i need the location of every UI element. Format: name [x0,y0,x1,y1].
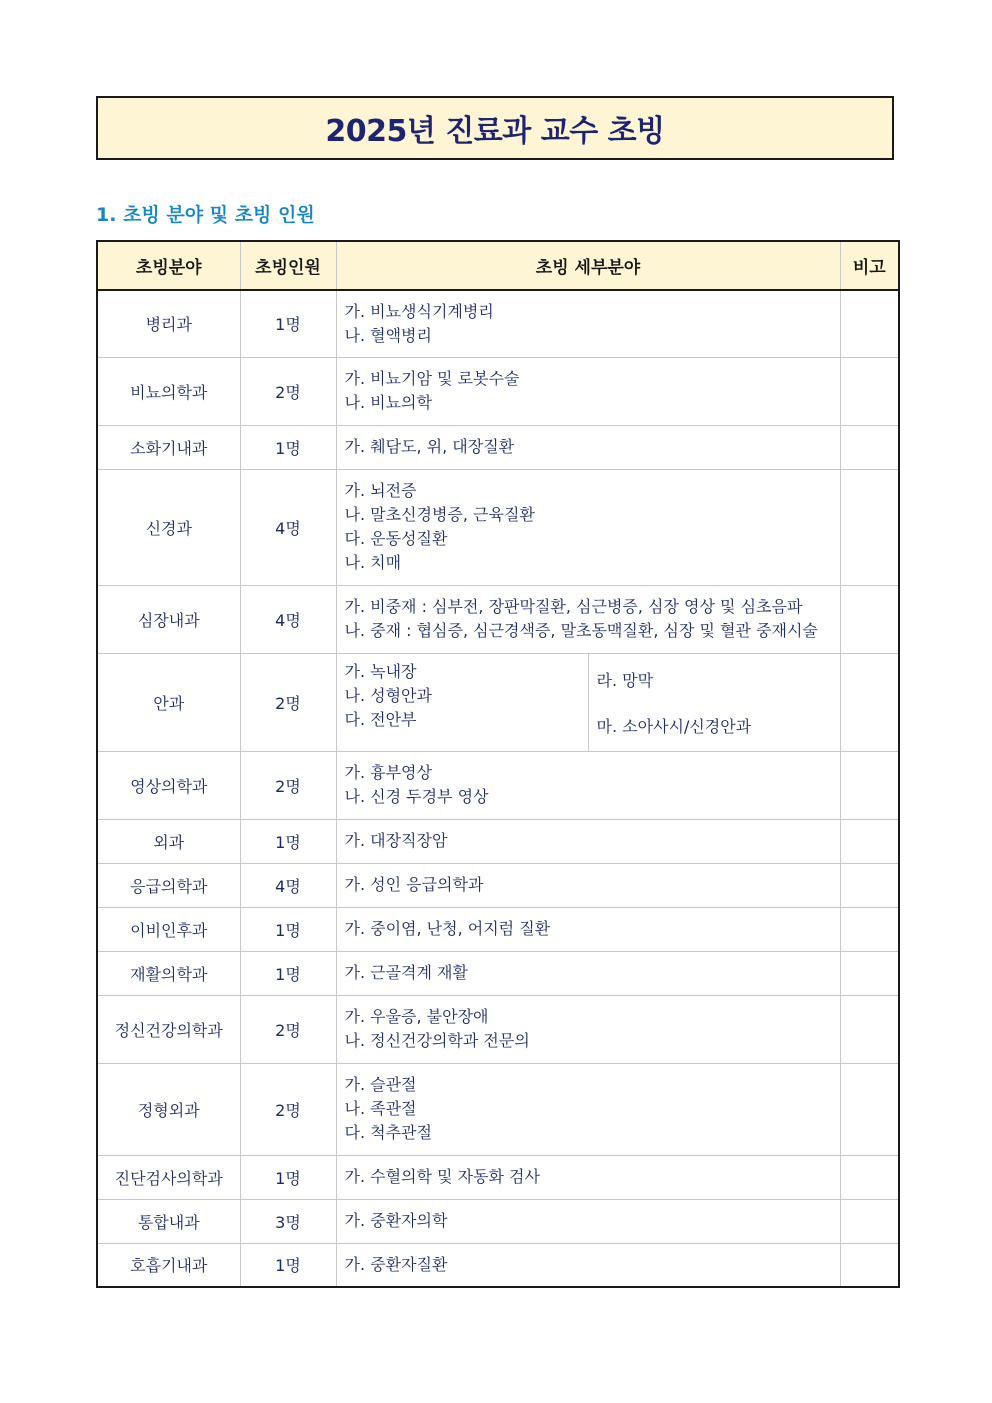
count-cell: 1명 [240,425,336,469]
header-details: 초빙 세부분야 [336,241,840,290]
table-row [97,653,899,751]
detail-line: 나. 비뇨의학 [344,393,432,412]
note-cell [840,1199,899,1243]
title-box [96,96,894,160]
table-row [97,995,899,1063]
detail-line: 가. 뇌전증 [344,481,417,500]
detail-line: 나. 성형안과 [344,685,432,705]
note-cell [840,1243,899,1287]
details-cell [336,469,840,585]
detail-line: 나. 중재 : 협심증, 심근경색증, 말초동맥질환, 심장 및 혈관 중재시술 [344,621,818,640]
detail-line: 가. 중이염, 난청, 어지럼 질환 [344,919,551,938]
note-cell [840,1063,899,1155]
details-cell [336,751,840,819]
table-row [97,951,899,995]
detail-line: 나. 치매 [344,553,402,572]
detail-line: 다. 전안부 [344,709,417,729]
table-row [97,1155,899,1199]
detail-line: 다. 운동성질환 [344,529,448,548]
note-cell [840,357,899,425]
field-cell: 정형외과 [97,1063,240,1155]
field-cell: 호흡기내과 [97,1243,240,1287]
field-cell: 재활의학과 [97,951,240,995]
table-row [97,1243,899,1287]
note-cell [840,951,899,995]
detail-line: 가. 비중재 : 심부전, 장판막질환, 심근병증, 심장 영상 및 심초음파 [344,597,803,616]
detail-line: 가. 슬관절 [344,1075,417,1094]
table-row [97,819,899,863]
detail-line: 가. 비뇨생식기계병리 [344,301,494,321]
note-cell [840,425,899,469]
note-cell [840,469,899,585]
field-cell: 통합내과 [97,1199,240,1243]
count-cell: 1명 [240,1155,336,1199]
count-cell: 1명 [240,819,336,863]
table-row [97,357,899,425]
details-cell [336,1243,840,1287]
table-row [97,290,899,357]
header-field: 초빙분야 [97,241,240,290]
details-cell [336,1199,840,1243]
detail-line: 가. 수혈의학 및 자동화 검사 [344,1167,540,1186]
details-cell [336,290,840,357]
table-row [97,907,899,951]
details-cell [336,585,840,653]
count-cell: 1명 [240,1243,336,1287]
table-row [97,863,899,907]
note-cell [840,1155,899,1199]
field-cell: 영상의학과 [97,751,240,819]
note-cell [840,907,899,951]
field-cell: 이비인후과 [97,907,240,951]
count-cell: 4명 [240,469,336,585]
count-cell: 4명 [240,585,336,653]
detail-line: 가. 근골격계 재활 [344,963,468,982]
detail-line: 나. 말초신경병증, 근육질환 [344,505,535,524]
field-cell: 심장내과 [97,585,240,653]
details-cell [336,357,840,425]
note-cell [840,290,899,357]
table-row [97,469,899,585]
details-cell [336,995,840,1063]
field-cell: 진단검사의학과 [97,1155,240,1199]
table-body [97,290,899,1287]
details-cell [336,819,840,863]
page-title: 2025년 진료과 교수 초빙 [325,114,665,149]
count-cell: 2명 [240,995,336,1063]
detail-line: 마. 소아사시/신경안과 [596,716,752,736]
details-cell [336,653,840,751]
field-cell: 응급의학과 [97,863,240,907]
field-cell: 정신건강의학과 [97,995,240,1063]
details-cell [336,425,840,469]
recruitment-table [96,240,900,1288]
section-heading: 1. 초빙 분야 및 초빙 인원 [96,204,315,226]
detail-line: 가. 중환자의학 [344,1211,448,1230]
note-cell [840,995,899,1063]
detail-line: 가. 대장직장암 [344,831,448,850]
details-left [337,654,589,751]
note-cell [840,653,899,751]
detail-line: 가. 녹내장 [344,661,417,681]
note-cell [840,585,899,653]
table-header-row [97,241,899,290]
table-row [97,1199,899,1243]
details-cell [336,951,840,995]
details-cell [336,907,840,951]
detail-line: 가. 흉부영상 [344,763,432,782]
note-cell [840,863,899,907]
field-cell: 비뇨의학과 [97,357,240,425]
count-cell: 2명 [240,653,336,751]
detail-line: 가. 중환자질환 [344,1254,448,1274]
field-cell: 안과 [97,653,240,751]
field-cell: 신경과 [97,469,240,585]
field-cell: 외과 [97,819,240,863]
details-split [337,654,840,751]
detail-line: 가. 우울증, 불안장애 [344,1007,489,1026]
detail-line: 나. 족관절 [344,1099,417,1118]
note-cell [840,819,899,863]
header-note: 비고 [840,241,899,290]
count-cell: 3명 [240,1199,336,1243]
count-cell: 2명 [240,357,336,425]
detail-line: 라. 망막 [596,670,654,690]
details-right [589,654,840,751]
count-cell: 1명 [240,290,336,357]
count-cell: 2명 [240,1063,336,1155]
detail-line: 나. 정신건강의학과 전문의 [344,1031,530,1050]
table-row [97,751,899,819]
detail-line: 나. 혈액병리 [344,325,432,345]
details-cell [336,1155,840,1199]
table-row [97,585,899,653]
details-cell [336,863,840,907]
field-cell: 소화기내과 [97,425,240,469]
count-cell: 4명 [240,863,336,907]
detail-line: 다. 척추관절 [344,1123,432,1142]
detail-line: 가. 성인 응급의학과 [344,875,484,894]
table-row [97,1063,899,1155]
count-cell: 1명 [240,951,336,995]
detail-line: 가. 비뇨기암 및 로봇수술 [344,369,520,388]
count-cell: 2명 [240,751,336,819]
table-row [97,425,899,469]
detail-line: 가. 췌담도, 위, 대장질환 [344,437,515,456]
note-cell [840,751,899,819]
count-cell: 1명 [240,907,336,951]
details-cell [336,1063,840,1155]
field-cell: 병리과 [97,290,240,357]
detail-line: 나. 신경 두경부 영상 [344,787,489,806]
header-count: 초빙인원 [240,241,336,290]
